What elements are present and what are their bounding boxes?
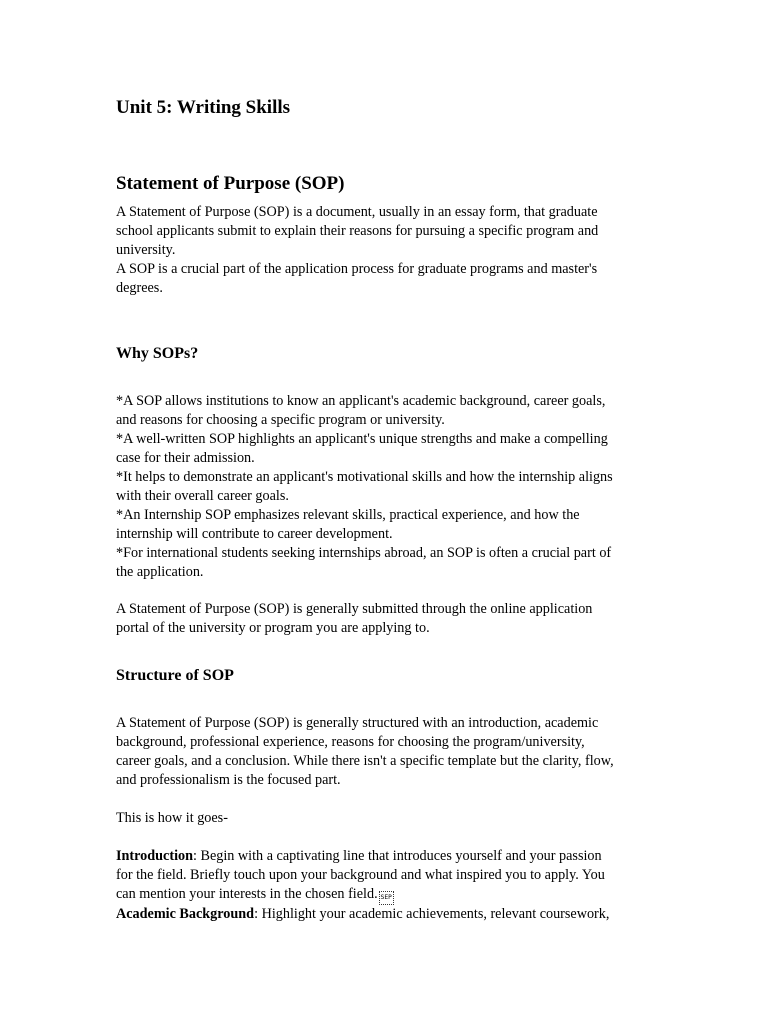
text-line: school applicants submit to explain their reasons for pursuing a specific program and xyxy=(116,223,599,239)
text-line: case for their admission. xyxy=(116,450,255,466)
structure-heading: Structure of SOP xyxy=(116,667,234,684)
text-line: degrees. xyxy=(116,280,163,296)
academic-background-text: : Highlight your academic achievements, relevant coursework, xyxy=(254,906,610,922)
sop-heading: Statement of Purpose (SOP) xyxy=(116,173,345,194)
text-line: with their overall career goals. xyxy=(116,488,289,504)
separator-glyph-icon: SEP xyxy=(379,891,394,905)
text-line: internship will contribute to career development. xyxy=(116,526,393,542)
text-line: background, professional experience, reasons for choosing the program/university, xyxy=(116,734,585,750)
academic-background-label: Academic Background xyxy=(116,906,255,922)
introduction-text: can mention your interests in the chosen field. xyxy=(116,886,378,902)
text-line: and reasons for choosing a specific program or university. xyxy=(116,412,445,428)
text-line xyxy=(116,885,661,905)
text-line: *A SOP allows institutions to know an applicant's academic background, career goals, xyxy=(116,393,606,409)
text-line: *For international students seeking internships abroad, an SOP is often a crucial part of xyxy=(116,545,612,561)
text-line: A Statement of Purpose (SOP) is generally structured with an introduction, academic xyxy=(116,715,599,731)
text-line: *It helps to demonstrate an applicant's motivational skills and how the internship aligns xyxy=(116,469,613,485)
introduction-label: Introduction xyxy=(116,848,193,864)
text-line: portal of the university or program you are applying to. xyxy=(116,620,430,636)
unit-title: Unit 5: Writing Skills xyxy=(116,97,291,118)
how-it-goes-text: This is how it goes- xyxy=(116,810,228,826)
introduction-text: : Begin with a captivating line that introduces yourself and your passion xyxy=(193,848,602,864)
text-line: *A well-written SOP highlights an applicant's unique strengths and make a compelling xyxy=(116,431,608,447)
text-line: career goals, and a conclusion. While there isn't a specific template but the clarity, flow, xyxy=(116,753,614,769)
sop-intro-paragraph xyxy=(116,203,661,298)
text-line: A Statement of Purpose (SOP) is a document, usually in an essay form, that graduate xyxy=(116,204,598,220)
text-line xyxy=(116,847,661,866)
structure-paragraph xyxy=(116,714,661,790)
text-line: for the field. Briefly touch upon your background and what inspired you to apply. You xyxy=(116,867,605,883)
text-line: A SOP is a crucial part of the application process for graduate programs and master's xyxy=(116,261,598,277)
text-line: *An Internship SOP emphasizes relevant skills, practical experience, and how the xyxy=(116,507,580,523)
submission-paragraph xyxy=(116,600,661,638)
introduction-paragraph xyxy=(116,847,661,924)
text-line: A Statement of Purpose (SOP) is generally submitted through the online application xyxy=(116,601,593,617)
text-line: and professionalism is the focused part. xyxy=(116,772,341,788)
why-sops-heading: Why SOPs? xyxy=(116,345,199,362)
why-sops-list xyxy=(116,392,661,582)
text-line: the application. xyxy=(116,564,204,580)
text-line xyxy=(116,905,661,924)
text-line: university. xyxy=(116,242,176,258)
